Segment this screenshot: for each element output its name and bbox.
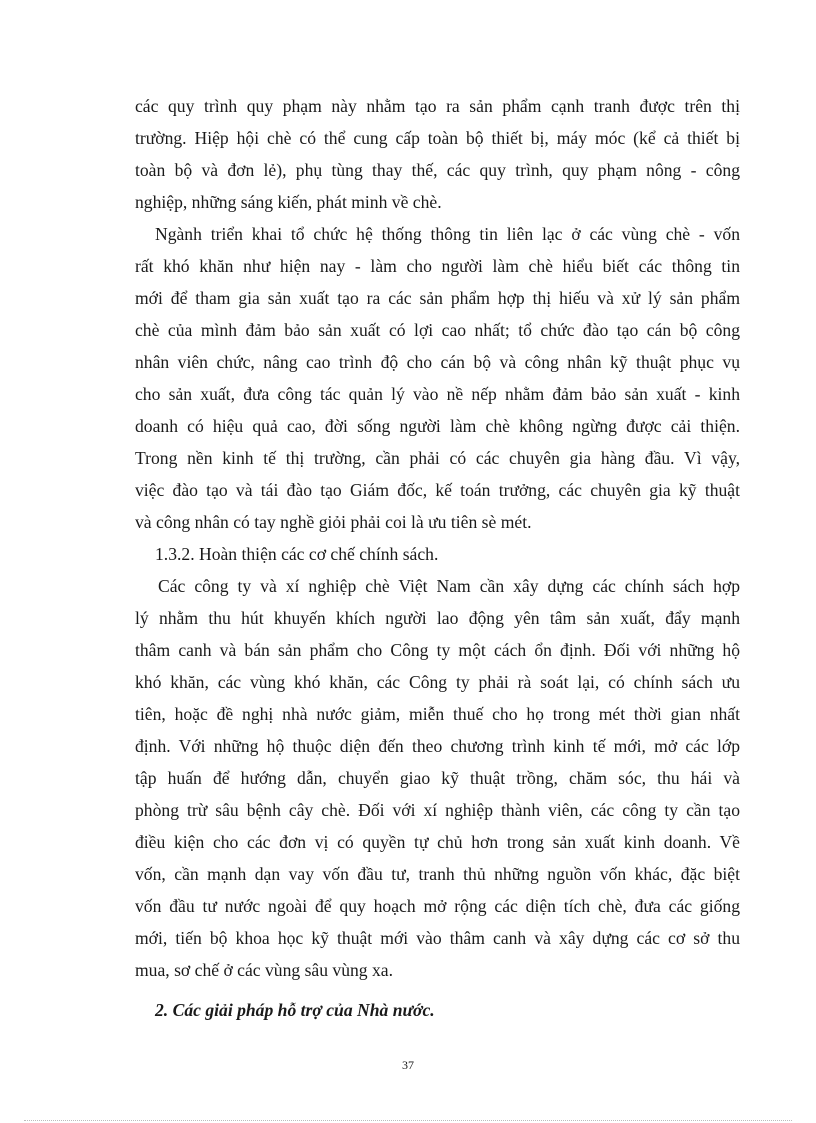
text-line: trường. Hiệp hội chè có thể cung cấp toàn bộ thiết bị, máy móc (kể cả thiết bị bbox=[135, 128, 740, 148]
text-line: toàn bộ và đơn lẻ), phụ tùng thay thế, các quy trình, quy phạm nông - công bbox=[135, 160, 740, 180]
text-line: thâm canh và bán sản phẩm cho Công ty một cách ổn định. Đối với những hộ bbox=[135, 640, 740, 660]
text-line: 1.3.2. Hoàn thiện các cơ chế chính sách. bbox=[155, 544, 439, 564]
text-line: rất khó khăn như hiện nay - làm cho người làm chè hiểu biết các thông tin bbox=[135, 256, 740, 276]
text-line: tiên, hoặc đề nghị nhà nước giảm, miễn thuế cho họ trong mét thời gian nhất bbox=[135, 704, 740, 724]
text-line: việc đào tạo và tái đào tạo Giám đốc, kế toán trưởng, các chuyên gia kỹ thuật bbox=[135, 480, 740, 500]
text-line: mua, sơ chế ở các vùng sâu vùng xa. bbox=[135, 960, 394, 980]
text-line: cho sản xuất, đưa công tác quản lý vào nề nếp nhằm đảm bảo sản xuất - kinh bbox=[135, 384, 740, 404]
text-line: nghiệp, những sáng kiến, phát minh về chè. bbox=[135, 192, 442, 212]
section-heading: 2. Các giải pháp hỗ trợ của Nhà nước. bbox=[155, 1000, 435, 1020]
page-number: 37 bbox=[402, 1058, 414, 1072]
text-line: Ngành triển khai tổ chức hệ thống thông tin liên lạc ở các vùng chè - vốn bbox=[155, 224, 740, 244]
text-line: và công nhân có tay nghề giỏi phải coi là ưu tiên sè mét. bbox=[135, 512, 532, 532]
text-line: Các công ty và xí nghiệp chè Việt Nam cần xây dựng các chính sách hợp bbox=[158, 576, 740, 596]
text-line: các quy trình quy phạm này nhằm tạo ra sản phẩm cạnh tranh được trên thị bbox=[135, 96, 740, 116]
text-line: điều kiện cho các đơn vị có quyền tự chủ hơn trong sản xuất kinh doanh. Về bbox=[135, 832, 740, 852]
text-line: tập huấn để hướng dẫn, chuyển giao kỹ thuật trồng, chăm sóc, thu hái và bbox=[135, 768, 740, 788]
text-line: vốn đầu tư nước ngoài để quy hoạch mở rộng các diện tích chè, đưa các giống bbox=[135, 896, 740, 916]
text-line: mới để tham gia sản xuất tạo ra các sản phẩm hợp thị hiếu và xử lý sản phẩm bbox=[135, 288, 740, 308]
page-bottom-border bbox=[24, 1120, 792, 1121]
text-line: phòng trừ sâu bệnh cây chè. Đối với xí nghiệp thành viên, các công ty cần tạo bbox=[135, 800, 740, 820]
text-line: doanh có hiệu quả cao, đời sống người làm chè không ngừng được cải thiện. bbox=[135, 416, 740, 436]
text-line: khó khăn, các vùng khó khăn, các Công ty phải rà soát lại, có chính sách ưu bbox=[135, 672, 740, 692]
text-line: nhân viên chức, nâng cao trình độ cho cán bộ và công nhân kỹ thuật phục vụ bbox=[135, 352, 740, 372]
text-line: chè của mình đảm bảo sản xuất có lợi cao nhất; tổ chức đào tạo cán bộ công bbox=[135, 320, 740, 340]
text-line: Trong nền kinh tế thị trường, cần phải có các chuyên gia hàng đầu. Vì vậy, bbox=[135, 448, 740, 468]
text-line: lý nhằm thu hút khuyến khích người lao động yên tâm sản xuất, đẩy mạnh bbox=[135, 608, 740, 628]
text-line: mới, tiến bộ khoa học kỹ thuật mới vào thâm canh và xây dựng các cơ sở thu bbox=[135, 928, 740, 948]
text-line: vốn, cần mạnh dạn vay vốn đầu tư, tranh thủ những nguồn vốn khác, đặc biệt bbox=[135, 864, 740, 884]
text-line: định. Với những hộ thuộc diện đến theo chương trình kinh tế mới, mở các lớp bbox=[135, 736, 740, 756]
